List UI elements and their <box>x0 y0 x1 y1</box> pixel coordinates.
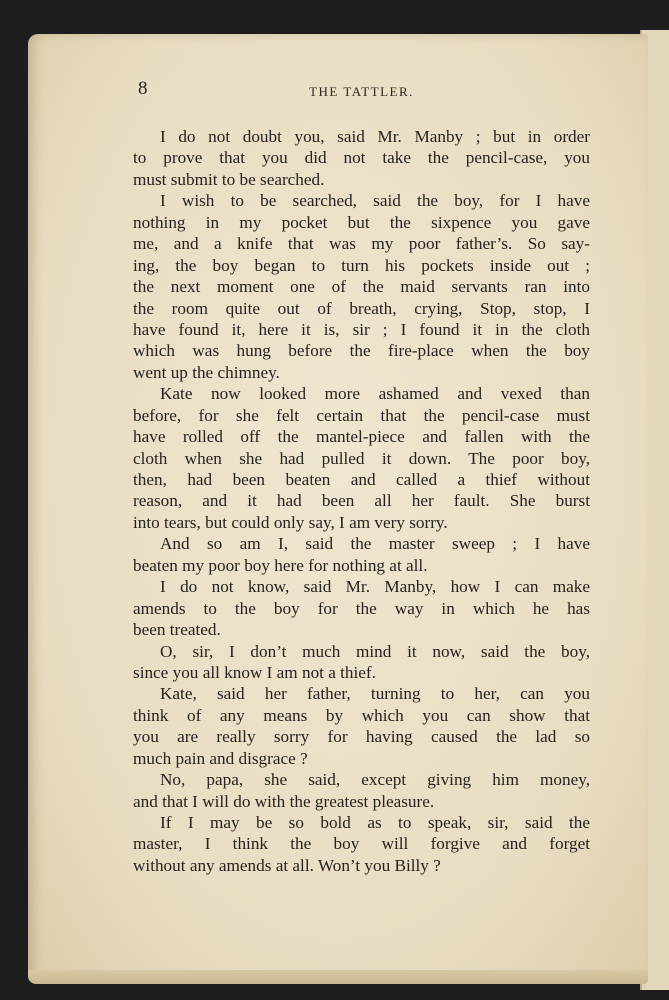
text-line: much pain and disgrace ? <box>133 748 308 768</box>
text-line: the next moment one of the maid servants ran into <box>133 277 590 297</box>
paragraph <box>133 190 590 383</box>
text-line: must submit to be searched. <box>133 169 325 189</box>
paragraph <box>133 769 590 812</box>
body-text <box>133 126 590 876</box>
text-line: before, for she felt certain that the pencil-case must <box>133 405 590 425</box>
text-line: to prove that you did not take the pencil-case, you <box>133 148 590 168</box>
text-line: Kate, said her father, turning to her, can you <box>160 684 590 704</box>
text-line: me, and a knife that was my poor father’s. So say- <box>133 234 590 254</box>
text-line: amends to the boy for the way in which he has <box>133 598 590 618</box>
paragraph <box>133 641 590 684</box>
text-line: into tears, but could only say, I am very sorry. <box>133 512 448 532</box>
text-line: think of any means by which you can show that <box>133 705 590 725</box>
paragraph <box>133 576 590 640</box>
page-stack-edge <box>28 970 648 984</box>
paragraph <box>133 383 590 533</box>
text-line: If I may be so bold as to speak, sir, said the <box>160 813 590 832</box>
text-line: And so am I, said the master sweep ; I have <box>160 534 590 554</box>
text-line: No, papa, she said, except giving him money, <box>160 770 590 790</box>
text-line: since you all know I am not a thief. <box>133 662 376 682</box>
text-line: been treated. <box>133 620 221 640</box>
text-line: then, had been beaten and called a thief without <box>133 470 590 489</box>
paragraph <box>133 683 590 769</box>
text-line: Kate now looked more ashamed and vexed than <box>160 384 590 404</box>
text-line: ing, the boy began to turn his pockets inside out ; <box>133 255 590 275</box>
page-header <box>133 78 590 106</box>
text-line: reason, and it had been all her fault. She burst <box>133 491 590 511</box>
text-line: and that I will do with the greatest pleasure. <box>133 791 435 811</box>
text-line: nothing in my pocket but the sixpence you gave <box>133 212 590 232</box>
text-line: which was hung before the fire-place when the boy <box>133 341 590 361</box>
text-line: I do not know, said Mr. Manby, how I can make <box>160 577 590 597</box>
text-line: I wish to be searched, said the boy, for I have <box>160 191 590 211</box>
text-line: I do not doubt you, said Mr. Manby ; but in order <box>160 127 590 146</box>
text-line: beaten my poor boy here for nothing at all. <box>133 555 428 575</box>
text-line: master, I think the boy will forgive and forget <box>133 834 590 854</box>
text-line: you are really sorry for having caused the lad so <box>133 727 590 747</box>
paragraph <box>133 812 590 876</box>
text-line: went up the chimney. <box>133 362 280 382</box>
text-line: have rolled off the mantel-piece and fallen with the <box>133 427 590 447</box>
paragraph <box>133 533 590 576</box>
paragraph <box>133 126 590 190</box>
page-number: 8 <box>138 78 148 99</box>
text-line: without any amends at all. Won’t you Billy ? <box>133 855 441 875</box>
text-line: the room quite out of breath, crying, Stop, stop, I <box>133 298 590 318</box>
text-line: have found it, here it is, sir ; I found it in the cloth <box>133 319 590 339</box>
text-line: O, sir, I don’t much mind it now, said the boy, <box>160 641 590 661</box>
running-title: THE TATTLER. <box>309 84 414 99</box>
text-line: cloth when she had pulled it down. The poor boy, <box>133 448 590 468</box>
